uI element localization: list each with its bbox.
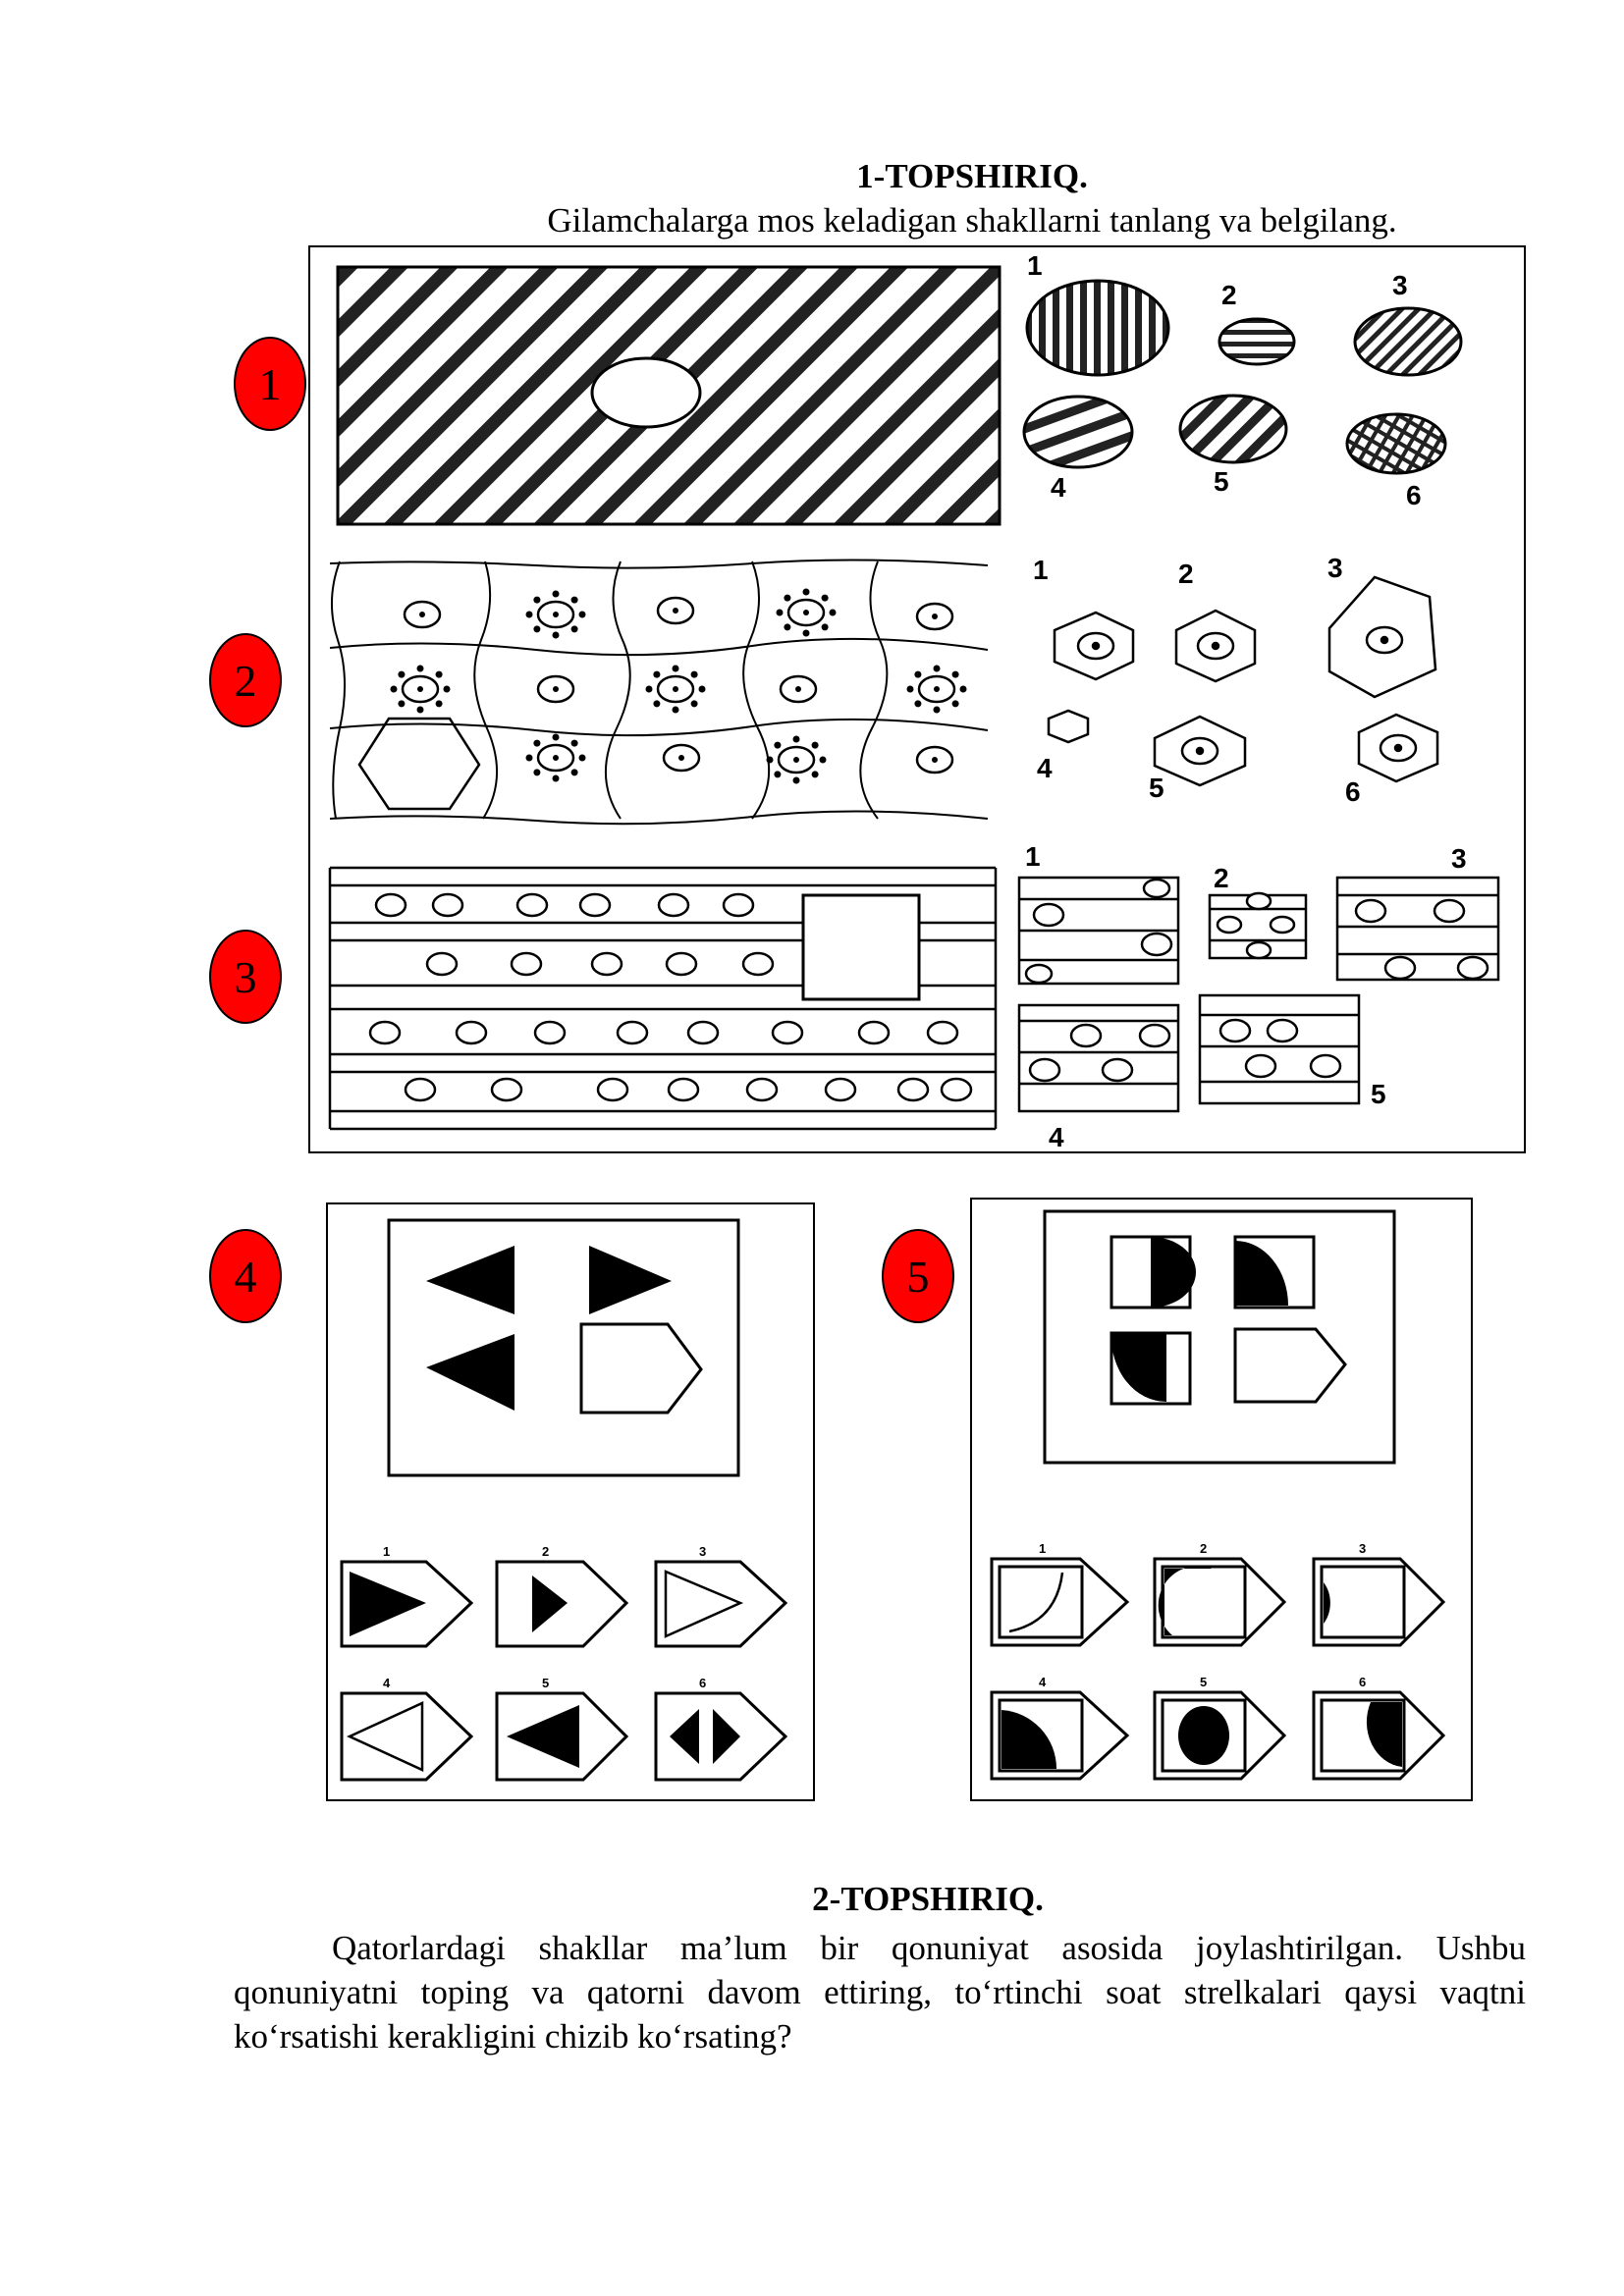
carpet-2-options (1033, 553, 1437, 807)
opt-num: 6 (1406, 480, 1422, 510)
opt-num: 1 (1039, 1541, 1047, 1556)
carpet-2-motif (538, 676, 573, 702)
carpet-3-circle (517, 894, 547, 916)
opt-num: 6 (699, 1676, 707, 1690)
task2-title: 2-TOPSHIRIQ. (812, 1880, 1044, 1918)
opt-num: 5 (542, 1676, 550, 1690)
opt-num: 3 (1451, 843, 1467, 874)
carpet-3-circle (598, 1079, 627, 1100)
carpet-3-circle (898, 1079, 928, 1100)
task2-text: Qatorlardagi shakllar ma’lum bir qonuniyat asosida joylashtirilgan. Ushbu qonuniyatni toping va qatorni davom ettiring, to‘rtinchi soat strelkalari qaysi vaqtni ko‘rsatishi kerakligini chizib ko‘rsating? (234, 1929, 1526, 2056)
carpet-1 (338, 267, 1000, 524)
carpet-2-motif (405, 602, 440, 627)
carpet-3-circle (928, 1022, 957, 1043)
carpet-3-circle (406, 1079, 435, 1100)
opt-num: 3 (1327, 553, 1343, 583)
opt-num: 2 (1200, 1541, 1208, 1556)
badge-4: 4 (209, 1229, 282, 1323)
puzzle-graphics-1-3 (310, 247, 1528, 1155)
opt-num: 5 (1214, 466, 1229, 497)
carpet-3-circle (826, 1079, 855, 1100)
opt-num: 3 (1392, 270, 1408, 300)
carpet-3-circle (743, 953, 773, 975)
opt-num: 6 (1359, 1675, 1367, 1689)
puzzle-frame-1-3 (308, 245, 1526, 1153)
opt-num: 5 (1371, 1079, 1386, 1109)
carpet-3-circle (457, 1022, 486, 1043)
opt-num: 2 (542, 1544, 550, 1559)
puzzle-graphics-4 (328, 1204, 817, 1803)
opt-num: 2 (1221, 280, 1237, 310)
carpet-3-circle (747, 1079, 777, 1100)
opt-num: 1 (1025, 841, 1041, 872)
carpet-3-circle (492, 1079, 521, 1100)
carpet-3-circle (370, 1022, 400, 1043)
carpet-3-circle (376, 894, 406, 916)
badge-5: 5 (882, 1229, 954, 1323)
carpet-3-circle (512, 953, 541, 975)
task1-instruction: Gilamchalarga mos keladigan shakllarni tanlang va belgilang. (547, 201, 1397, 240)
carpet-2-motif (658, 598, 693, 623)
carpet-3-circle (688, 1022, 718, 1043)
puzzle-graphics-5 (972, 1200, 1475, 1803)
badge-1: 1 (234, 337, 306, 431)
opt-num: 6 (1345, 776, 1361, 807)
carpet-1-options (1024, 250, 1461, 510)
opt-num: 5 (1200, 1675, 1208, 1689)
opt-num: 4 (1049, 1122, 1064, 1152)
carpet-3-circle (724, 894, 753, 916)
badge-2: 2 (209, 633, 282, 727)
carpet-3-circle (669, 1079, 698, 1100)
carpet-3-circle (433, 894, 462, 916)
carpet-3-circle (580, 894, 610, 916)
carpet-3-circle (773, 1022, 802, 1043)
opt-num: 4 (1051, 472, 1066, 503)
carpet-2-motif (664, 745, 699, 771)
carpet-3-circle (659, 894, 688, 916)
puzzle-frame-5 (970, 1198, 1473, 1801)
carpet-2-motif (917, 747, 952, 773)
opt-num: 4 (383, 1676, 391, 1690)
badge-3: 3 (209, 930, 282, 1024)
carpet-3-circle (592, 953, 622, 975)
opt-num: 3 (699, 1544, 707, 1559)
opt-num: 3 (1359, 1541, 1367, 1556)
carpet-3-circle (535, 1022, 565, 1043)
carpet-3-circle (427, 953, 457, 975)
carpet-2-motif (917, 604, 952, 629)
carpet-3-circle (618, 1022, 647, 1043)
puzzle-frame-4 (326, 1202, 815, 1801)
carpet-3-circle (942, 1079, 971, 1100)
opt-num: 2 (1214, 863, 1229, 893)
opt-num: 1 (1027, 250, 1043, 281)
opt-num: 2 (1178, 559, 1194, 589)
opt-num: 4 (1039, 1675, 1047, 1689)
task1-title: 1-TOPSHIRIQ. (856, 157, 1088, 195)
carpet-3-options (1019, 841, 1498, 1152)
opt-num: 4 (1037, 753, 1053, 783)
carpet-3-circle (667, 953, 696, 975)
opt-num: 5 (1149, 773, 1164, 803)
carpet-3-circle (859, 1022, 889, 1043)
carpet-2-motif (781, 676, 816, 702)
opt-num: 1 (1033, 555, 1049, 585)
opt-num: 1 (383, 1544, 391, 1559)
